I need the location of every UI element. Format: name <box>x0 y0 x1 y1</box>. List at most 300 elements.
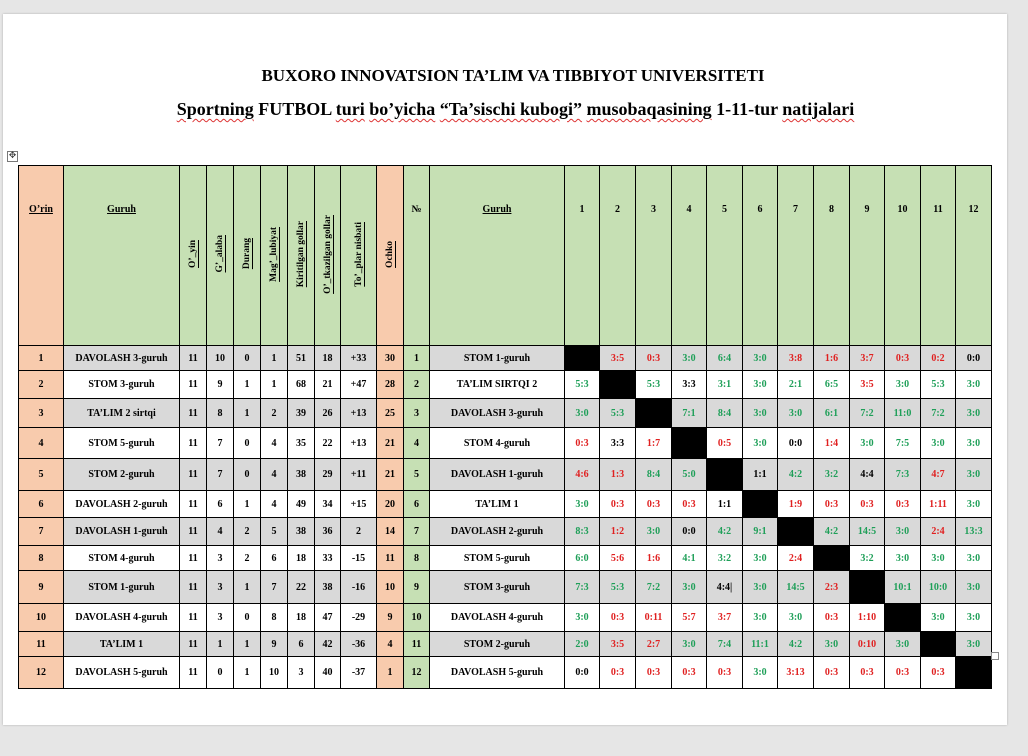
standing-goals-against: 34 <box>315 491 341 518</box>
match-score: 0:3 <box>600 657 636 689</box>
header-col-5: 5 <box>707 166 743 346</box>
matrix-group: STOM 4-guruh <box>430 428 565 459</box>
standing-place: 1 <box>19 346 64 371</box>
standing-goal-diff: +33 <box>341 346 377 371</box>
standing-goals-for: 18 <box>288 546 315 571</box>
match-score: 7:2 <box>636 571 672 604</box>
match-score: 0:5 <box>707 428 743 459</box>
header-matrix-group: Guruh <box>430 166 565 346</box>
matrix-num: 4 <box>404 428 430 459</box>
standing-goals-for: 35 <box>288 428 315 459</box>
standing-goals-against: 36 <box>315 518 341 546</box>
standing-place: 9 <box>19 571 64 604</box>
standing-losses: 7 <box>261 571 288 604</box>
standing-points: 30 <box>377 346 404 371</box>
match-score: 3:0 <box>956 428 992 459</box>
standing-goals-for: 18 <box>288 604 315 632</box>
standing-points: 28 <box>377 371 404 399</box>
match-score: 3:0 <box>956 632 992 657</box>
match-score: 3:0 <box>956 546 992 571</box>
match-score: 3:7 <box>707 604 743 632</box>
standing-draws: 1 <box>234 399 261 428</box>
match-score: 0:3 <box>885 346 921 371</box>
match-score: 6:0 <box>565 546 600 571</box>
match-score: 5:3 <box>921 371 956 399</box>
standing-wins: 3 <box>207 604 234 632</box>
match-score: 3:0 <box>565 491 600 518</box>
standing-draws: 1 <box>234 371 261 399</box>
standing-goal-diff: -36 <box>341 632 377 657</box>
table-row <box>19 571 992 604</box>
standing-losses: 4 <box>261 491 288 518</box>
match-score: 7:4 <box>707 632 743 657</box>
document-title: BUXORO INNOVATSION TA’LIM VA TIBBIYOT UNIVERSITETI <box>261 66 765 85</box>
match-score: 3:0 <box>743 399 778 428</box>
standing-losses: 1 <box>261 371 288 399</box>
match-score: 2:0 <box>565 632 600 657</box>
match-score: 3:0 <box>814 632 850 657</box>
standing-goal-diff: -29 <box>341 604 377 632</box>
match-score: 0:10 <box>850 632 885 657</box>
match-score: 3:0 <box>672 632 707 657</box>
standing-played: 11 <box>180 491 207 518</box>
table-row <box>19 459 992 491</box>
match-score: 3:0 <box>672 346 707 371</box>
standing-draws: 1 <box>234 491 261 518</box>
standing-goal-diff: +13 <box>341 399 377 428</box>
match-score: 3:3 <box>672 371 707 399</box>
match-score: 3:7 <box>850 346 885 371</box>
match-score: 10:1 <box>885 571 921 604</box>
match-score: 8:4 <box>707 399 743 428</box>
standing-group: STOM 3-guruh <box>64 371 180 399</box>
matrix-num: 10 <box>404 604 430 632</box>
match-score: 3:0 <box>921 428 956 459</box>
standing-losses: 8 <box>261 604 288 632</box>
matrix-num: 2 <box>404 371 430 399</box>
standing-losses: 10 <box>261 657 288 689</box>
header-col-3: 3 <box>636 166 672 346</box>
match-score: 0:3 <box>672 657 707 689</box>
match-score: 0:0 <box>565 657 600 689</box>
matrix-group: DAVOLASH 4-guruh <box>430 604 565 632</box>
match-score: 4:2 <box>814 518 850 546</box>
matrix-group: STOM 3-guruh <box>430 571 565 604</box>
match-score: 0:3 <box>921 657 956 689</box>
match-score: 4:1 <box>672 546 707 571</box>
standing-wins: 1 <box>207 632 234 657</box>
header-goals-against: O’_tkazilgan gollar <box>315 166 341 346</box>
match-score: 4:2 <box>778 459 814 491</box>
subtitle-word: “Ta’sischi kubogi” <box>439 99 583 119</box>
standing-played: 11 <box>180 399 207 428</box>
table-row <box>19 428 992 459</box>
match-score: 0:2 <box>921 346 956 371</box>
match-score: 2:4 <box>778 546 814 571</box>
standing-losses: 2 <box>261 399 288 428</box>
match-score: 7:3 <box>565 571 600 604</box>
standing-wins: 7 <box>207 428 234 459</box>
matrix-diagonal-cell <box>743 491 778 518</box>
matrix-group: STOM 5-guruh <box>430 546 565 571</box>
standing-losses: 5 <box>261 518 288 546</box>
standing-place: 3 <box>19 399 64 428</box>
standing-place: 4 <box>19 428 64 459</box>
header-col-2: 2 <box>600 166 636 346</box>
header-losses: Mag’_lubiyat <box>261 166 288 346</box>
header-num: № <box>404 166 430 346</box>
standing-points: 20 <box>377 491 404 518</box>
match-score: 0:0 <box>778 428 814 459</box>
matrix-group: DAVOLASH 5-guruh <box>430 657 565 689</box>
matrix-diagonal-cell <box>921 632 956 657</box>
standing-goals-against: 40 <box>315 657 341 689</box>
matrix-group: TA’LIM 1 <box>430 491 565 518</box>
match-score: 3:5 <box>850 371 885 399</box>
match-score: 0:3 <box>565 428 600 459</box>
match-score: 3:0 <box>921 546 956 571</box>
match-score: 0:3 <box>636 657 672 689</box>
match-score: 6:1 <box>814 399 850 428</box>
standing-place: 2 <box>19 371 64 399</box>
match-score: 3:0 <box>885 518 921 546</box>
standing-draws: 0 <box>234 346 261 371</box>
matrix-diagonal-cell <box>956 657 992 689</box>
standing-goals-for: 6 <box>288 632 315 657</box>
match-score: 3:2 <box>850 546 885 571</box>
standing-goals-against: 26 <box>315 399 341 428</box>
standing-played: 11 <box>180 518 207 546</box>
match-score: 8:3 <box>565 518 600 546</box>
match-score: 3:5 <box>600 632 636 657</box>
matrix-group: STOM 2-guruh <box>430 632 565 657</box>
match-score: 0:3 <box>672 491 707 518</box>
match-score: 2:4 <box>921 518 956 546</box>
match-score: 7:1 <box>672 399 707 428</box>
standing-goal-diff: -16 <box>341 571 377 604</box>
subtitle-word: 1-11-tur <box>716 99 778 119</box>
match-score: 6:4 <box>707 346 743 371</box>
table-row <box>19 657 992 689</box>
header-place: O’rin <box>19 166 64 346</box>
matrix-diagonal-cell <box>636 399 672 428</box>
standing-group: STOM 1-guruh <box>64 571 180 604</box>
match-score: 2:3 <box>814 571 850 604</box>
match-score: 11:0 <box>885 399 921 428</box>
standing-group: TA’LIM 2 sirtqi <box>64 399 180 428</box>
matrix-num: 6 <box>404 491 430 518</box>
standing-wins: 6 <box>207 491 234 518</box>
match-score: 3:13 <box>778 657 814 689</box>
match-score: 1:6 <box>636 546 672 571</box>
header-draws: Durang <box>234 166 261 346</box>
standing-losses: 6 <box>261 546 288 571</box>
match-score: 7:5 <box>885 428 921 459</box>
match-score: 0:3 <box>850 491 885 518</box>
document-subtitle <box>3 99 1028 120</box>
match-score: 1:9 <box>778 491 814 518</box>
standing-place: 12 <box>19 657 64 689</box>
match-score: 3:0 <box>565 604 600 632</box>
matrix-num: 3 <box>404 399 430 428</box>
match-score: 0:3 <box>636 346 672 371</box>
matrix-group: DAVOLASH 2-guruh <box>430 518 565 546</box>
header-points: Ochko <box>377 166 404 346</box>
table-header-row <box>19 166 992 346</box>
subtitle-word: turi <box>335 99 365 119</box>
standing-goal-diff: -37 <box>341 657 377 689</box>
standing-points: 1 <box>377 657 404 689</box>
table-row <box>19 518 992 546</box>
header-col-6: 6 <box>743 166 778 346</box>
standing-place: 11 <box>19 632 64 657</box>
matrix-num: 8 <box>404 546 430 571</box>
standing-wins: 0 <box>207 657 234 689</box>
match-score: 5:3 <box>565 371 600 399</box>
match-score: 8:4 <box>636 459 672 491</box>
match-score: 3:0 <box>956 399 992 428</box>
header-col-4: 4 <box>672 166 707 346</box>
table-row <box>19 371 992 399</box>
match-score: 9:1 <box>743 518 778 546</box>
table-row <box>19 546 992 571</box>
standing-wins: 10 <box>207 346 234 371</box>
standing-goals-for: 49 <box>288 491 315 518</box>
table-row <box>19 604 992 632</box>
standing-goals-against: 29 <box>315 459 341 491</box>
match-score: 3:0 <box>885 546 921 571</box>
header-col-11: 11 <box>921 166 956 346</box>
standing-draws: 0 <box>234 428 261 459</box>
match-score: 1:1 <box>707 491 743 518</box>
match-score: 1:1 <box>743 459 778 491</box>
match-score: 3:0 <box>850 428 885 459</box>
match-score: 3:0 <box>885 632 921 657</box>
standing-goal-diff: +47 <box>341 371 377 399</box>
subtitle-word: bo’yicha <box>369 99 436 119</box>
match-score: 0:3 <box>636 491 672 518</box>
match-score: 3:0 <box>921 604 956 632</box>
match-score: 5:3 <box>636 371 672 399</box>
match-score: 3:2 <box>814 459 850 491</box>
match-score: 3:3 <box>600 428 636 459</box>
matrix-group: TA’LIM SIRTQI 2 <box>430 371 565 399</box>
match-score: 0:11 <box>636 604 672 632</box>
table-resize-handle[interactable] <box>991 652 999 660</box>
standing-points: 11 <box>377 546 404 571</box>
match-score: 3:0 <box>636 518 672 546</box>
standing-group: STOM 2-guruh <box>64 459 180 491</box>
standing-points: 9 <box>377 604 404 632</box>
match-score: 0:3 <box>885 657 921 689</box>
standing-draws: 0 <box>234 459 261 491</box>
match-score: 4:6 <box>565 459 600 491</box>
standing-goals-for: 3 <box>288 657 315 689</box>
match-score: 6:5 <box>814 371 850 399</box>
standing-played: 11 <box>180 371 207 399</box>
header-col-9: 9 <box>850 166 885 346</box>
standing-played: 11 <box>180 428 207 459</box>
match-score: 3:0 <box>956 459 992 491</box>
match-score: 1:3 <box>600 459 636 491</box>
matrix-diagonal-cell <box>850 571 885 604</box>
table-row <box>19 632 992 657</box>
match-score: 3:0 <box>672 571 707 604</box>
header-played: O’_yin <box>180 166 207 346</box>
match-score: 7:2 <box>921 399 956 428</box>
table-row <box>19 346 992 371</box>
standing-played: 11 <box>180 632 207 657</box>
match-score: 5:6 <box>600 546 636 571</box>
document-page <box>3 14 1007 725</box>
standing-draws: 1 <box>234 657 261 689</box>
matrix-diagonal-cell <box>778 518 814 546</box>
matrix-diagonal-cell <box>600 371 636 399</box>
match-score: 13:3 <box>956 518 992 546</box>
match-score: 1:6 <box>814 346 850 371</box>
match-score: 5:0 <box>672 459 707 491</box>
matrix-num: 9 <box>404 571 430 604</box>
standing-points: 25 <box>377 399 404 428</box>
matrix-diagonal-cell <box>672 428 707 459</box>
matrix-group: DAVOLASH 3-guruh <box>430 399 565 428</box>
match-score: 3:0 <box>743 571 778 604</box>
standing-group: TA’LIM 1 <box>64 632 180 657</box>
table-row <box>19 399 992 428</box>
match-score: 5:3 <box>600 571 636 604</box>
standing-goals-against: 42 <box>315 632 341 657</box>
matrix-num: 7 <box>404 518 430 546</box>
match-score: 4:2 <box>778 632 814 657</box>
standing-group: DAVOLASH 5-guruh <box>64 657 180 689</box>
header-goals-for: Kiritilgan gollar <box>288 166 315 346</box>
matrix-group: STOM 1-guruh <box>430 346 565 371</box>
standing-goal-diff: +15 <box>341 491 377 518</box>
standing-points: 14 <box>377 518 404 546</box>
match-score: 3:0 <box>743 546 778 571</box>
match-score: 7:3 <box>885 459 921 491</box>
standing-goals-against: 47 <box>315 604 341 632</box>
matrix-num: 1 <box>404 346 430 371</box>
match-score: 1:4 <box>814 428 850 459</box>
header-col-1: 1 <box>565 166 600 346</box>
match-score: 3:0 <box>956 571 992 604</box>
match-score: 0:3 <box>600 491 636 518</box>
standing-losses: 9 <box>261 632 288 657</box>
standing-goal-diff: +13 <box>341 428 377 459</box>
match-score: 0:0 <box>672 518 707 546</box>
header-col-7: 7 <box>778 166 814 346</box>
standing-draws: 1 <box>234 571 261 604</box>
match-score: 4:2 <box>707 518 743 546</box>
subtitle-word: FUTBOL <box>258 99 332 119</box>
match-score: 0:3 <box>814 657 850 689</box>
match-score: 3:5 <box>600 346 636 371</box>
matrix-num: 11 <box>404 632 430 657</box>
match-score: 1:10 <box>850 604 885 632</box>
match-score: 0:3 <box>850 657 885 689</box>
standing-goals-for: 22 <box>288 571 315 604</box>
standing-draws: 1 <box>234 632 261 657</box>
standing-wins: 8 <box>207 399 234 428</box>
standing-group: DAVOLASH 1-guruh <box>64 518 180 546</box>
standing-goals-for: 38 <box>288 518 315 546</box>
standing-goals-against: 33 <box>315 546 341 571</box>
standing-wins: 3 <box>207 546 234 571</box>
standing-played: 11 <box>180 459 207 491</box>
match-score: 3:0 <box>778 604 814 632</box>
standing-points: 4 <box>377 632 404 657</box>
standing-group: DAVOLASH 3-guruh <box>64 346 180 371</box>
match-score: 0:3 <box>707 657 743 689</box>
standing-played: 11 <box>180 604 207 632</box>
match-score: 0:0 <box>956 346 992 371</box>
table-move-handle-icon[interactable]: ✥ <box>8 151 17 161</box>
results-table <box>18 165 992 689</box>
match-score: 3:0 <box>956 604 992 632</box>
header-group: Guruh <box>64 166 180 346</box>
standing-points: 10 <box>377 571 404 604</box>
standing-draws: 2 <box>234 546 261 571</box>
match-score: 14:5 <box>778 571 814 604</box>
match-score: 3:0 <box>565 399 600 428</box>
match-score: 4:7 <box>921 459 956 491</box>
header-col-10: 10 <box>885 166 921 346</box>
match-score: 0:3 <box>814 491 850 518</box>
header-goal-diff: To’_plar nisbati <box>341 166 377 346</box>
standing-losses: 4 <box>261 428 288 459</box>
match-score: 2:7 <box>636 632 672 657</box>
matrix-group: DAVOLASH 1-guruh <box>430 459 565 491</box>
standing-goals-for: 68 <box>288 371 315 399</box>
match-score: 0:3 <box>814 604 850 632</box>
standing-played: 11 <box>180 546 207 571</box>
standing-wins: 3 <box>207 571 234 604</box>
match-score: 4:4| <box>707 571 743 604</box>
match-score: 3:0 <box>778 399 814 428</box>
standing-goals-against: 21 <box>315 371 341 399</box>
subtitle-word: musobaqasining <box>586 99 712 119</box>
match-score: 1:2 <box>600 518 636 546</box>
standing-goals-against: 22 <box>315 428 341 459</box>
table-row <box>19 491 992 518</box>
match-score: 3:0 <box>956 491 992 518</box>
subtitle-word: Sportning <box>176 99 254 119</box>
match-score: 0:3 <box>600 604 636 632</box>
match-score: 3:1 <box>707 371 743 399</box>
standing-draws: 2 <box>234 518 261 546</box>
standing-goals-against: 38 <box>315 571 341 604</box>
standing-goal-diff: -15 <box>341 546 377 571</box>
standing-points: 21 <box>377 428 404 459</box>
standing-group: DAVOLASH 2-guruh <box>64 491 180 518</box>
match-score: 3:0 <box>956 371 992 399</box>
standing-wins: 7 <box>207 459 234 491</box>
match-score: 14:5 <box>850 518 885 546</box>
standing-place: 10 <box>19 604 64 632</box>
standing-place: 7 <box>19 518 64 546</box>
header-col-12: 12 <box>956 166 992 346</box>
standing-goal-diff: 2 <box>341 518 377 546</box>
match-score: 3:0 <box>743 428 778 459</box>
match-score: 3:0 <box>885 371 921 399</box>
match-score: 3:0 <box>743 657 778 689</box>
standing-losses: 1 <box>261 346 288 371</box>
standing-played: 11 <box>180 657 207 689</box>
standing-goals-for: 39 <box>288 399 315 428</box>
matrix-num: 5 <box>404 459 430 491</box>
header-col-8: 8 <box>814 166 850 346</box>
